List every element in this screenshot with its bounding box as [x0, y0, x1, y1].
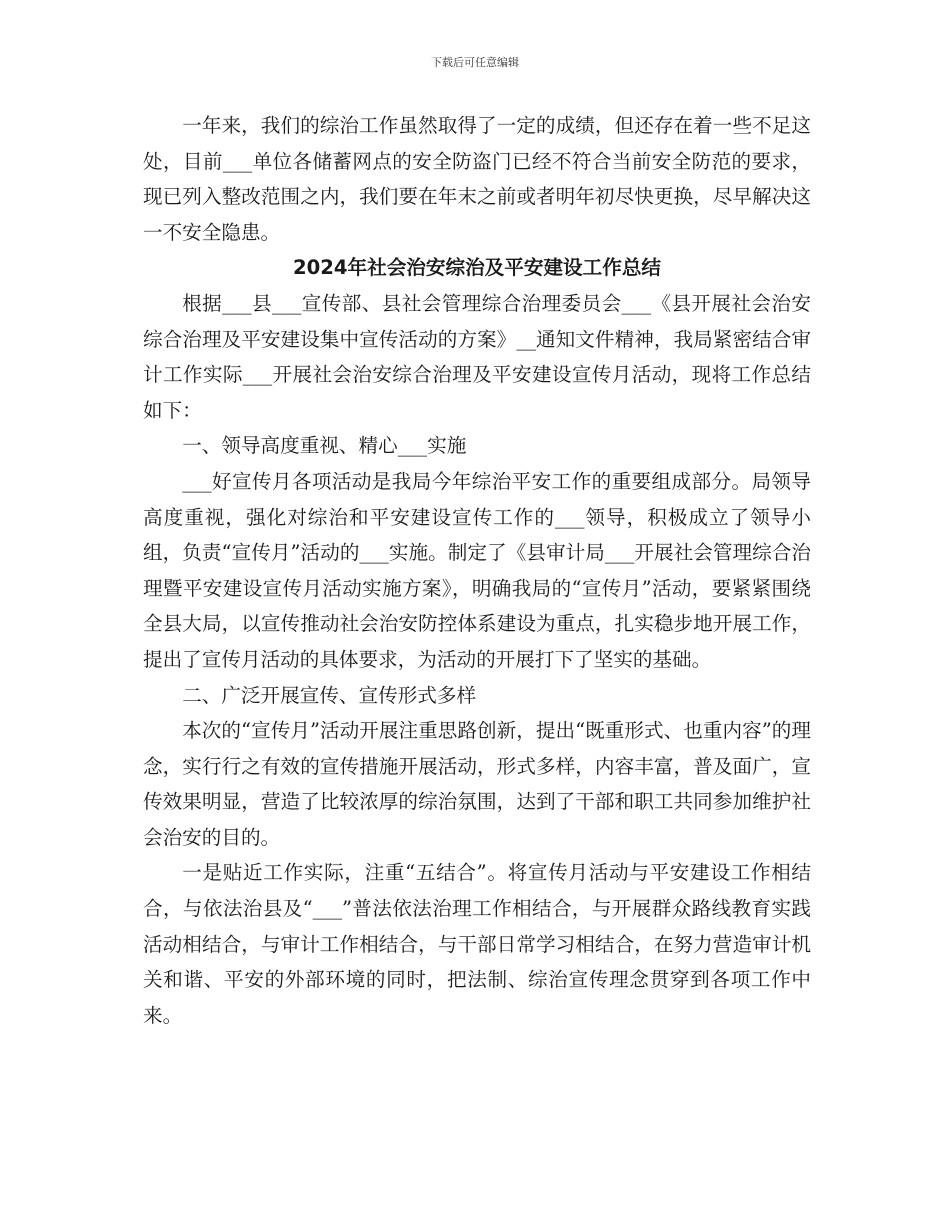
section-heading: 一、领导高度重视、精心___实施	[182, 434, 467, 458]
document-title: 2024年社会治安综治及平安建设工作总结	[292, 256, 662, 280]
paragraph: 本次的“宣传月”活动开展注重思路创新，提出“既重形式、也重内容”的理念，实行行之有效的宣传措施开展活动，形式多样，内容丰富，普及面广，宣传效果明显，营造了比较浓厚的综治氛围，达到了干部和职工共同参加维护社会治安的目的。	[143, 719, 811, 849]
paragraph: 根据___县___宣传部、县社会管理综合治理委员会___《县开展社会治安综合治理及平安建设集中宣传活动的方案》__通知文件精神，我局紧密结合审计工作实际___开展社会治安综合治理及平安建设宣传月活动，现将工作总结如下：	[143, 291, 811, 422]
paragraph: ___好宣传月各项活动是我局今年综治平安工作的重要组成部分。局领导高度重视，强化对综治和平安建设宣传工作的___领导，积极成立了领导小组，负责“宣传月”活动的___实施。制定了《县审计局___开展社会管理综合治理暨平安建设宣传月活动实施方案》，明确我局的“宣传月”活动，要紧紧围绕全县大局，以宣传推动社会治安防控体系建设为重点，扎实稳步地开展工作，提出了宣传月活动的具体要求，为活动的开展打下了坚实的基础。	[143, 469, 811, 671]
page-header-note: 下载后可任意编辑	[431, 56, 519, 69]
paragraph: 一是贴近工作实际，注重“五结合”。将宣传月活动与平安建设工作相结合，与依法治县及“___”普法依法治理工作相结合，与开展群众路线教育实践活动相结合，与审计工作相结合，与干部日常学习相结合，在努力营造审计机关和谐、平安的外部环境的同时，把法制、综治宣传理念贯穿到各项工作中来。	[143, 861, 811, 1027]
section-heading: 二、广泛开展宣传、宣传形式多样	[182, 683, 477, 707]
paragraph: 一年来，我们的综治工作虽然取得了一定的成绩，但还存在着一些不足这处，目前___单位各储蓄网点的安全防盗门已经不符合当前安全防范的要求，现已列入整改范围之内，我们要在年末之前或者明年初尽快更换，尽早解决这一不安全隐患。	[143, 114, 811, 244]
document-body	[143, 108, 811, 1033]
